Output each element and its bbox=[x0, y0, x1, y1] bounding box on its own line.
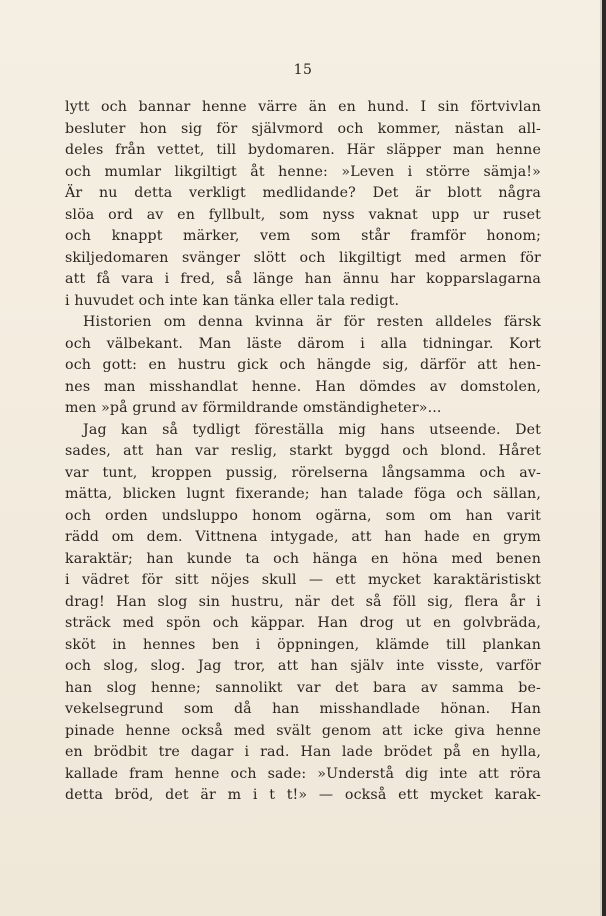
text-line: pinade henne också med svält genom att icke giva henne bbox=[65, 722, 541, 739]
text-line: men »på grund av förmildrande omständigheter»... bbox=[65, 400, 442, 416]
page-edge-shadow bbox=[602, 0, 606, 916]
text-line: nes man misshandlat henne. Han dömdes av domstolen, bbox=[65, 378, 541, 395]
text-line: han slog henne; sannolikt var det bara av samma be- bbox=[65, 679, 541, 696]
body-text bbox=[65, 97, 541, 807]
page-number: 15 bbox=[293, 62, 313, 78]
text-line: rädd om dem. Vittnena intygade, att han hade en grym bbox=[65, 529, 541, 545]
text-line: sades, att han var reslig, starkt byggd och blond. Håret bbox=[65, 443, 541, 459]
text-line: deles från vettet, till bydomaren. Här släpper man henne bbox=[65, 142, 541, 158]
text-line: Är nu detta verkligt medlidande? Det är blott några bbox=[65, 185, 541, 201]
text-line: att få vara i fred, så länge han ännu har kopparslagarna bbox=[65, 271, 541, 287]
text-line: i vädret för sitt nöjes skull — ett mycket karaktäristiskt bbox=[65, 572, 541, 588]
text-line: drag! Han slog sin hustru, när det så föll sig, flera år i bbox=[65, 593, 541, 610]
text-line: och mumlar likgiltigt åt henne: »Leven i större sämja!» bbox=[65, 163, 541, 180]
text-line: slöa ord av en fyllbult, som nyss vaknat upp ur ruset bbox=[65, 206, 541, 223]
text-line: lytt och bannar henne värre än en hund. I sin förtvivlan bbox=[65, 99, 541, 115]
text-line: och slog, slog. Jag tror, att han själv inte visste, varför bbox=[65, 658, 541, 674]
text-line: vekelsegrund som då han misshandlade hönan. Han bbox=[65, 701, 541, 717]
text-line: besluter hon sig för självmord och kommer, nästan all- bbox=[65, 120, 541, 137]
text-line: och välbekant. Man läste därom i alla tidningar. Kort bbox=[65, 335, 541, 352]
text-line: och gott: en hustru gick och hängde sig, därför att hen- bbox=[65, 357, 541, 373]
text-line: i huvudet och inte kan tänka eller tala redigt. bbox=[65, 292, 400, 309]
text-line: sträck med spön och käppar. Han drog ut en golvbräda, bbox=[65, 615, 541, 631]
text-line: detta bröd, det är m i t t!» — också ett mycket karak- bbox=[65, 787, 541, 803]
text-line: och knappt märker, vem som står framför honom; bbox=[65, 228, 541, 244]
text-line: mätta, blicken lugnt fixerande; han talade föga och sällan, bbox=[65, 486, 541, 502]
text-line: karaktär; han kunde ta och hänga en höna med benen bbox=[65, 550, 541, 567]
text-line: och orden undsluppo honom ogärna, som om han varit bbox=[65, 507, 541, 524]
text-line: skiljedomaren svänger slött och likgiltigt med armen för bbox=[65, 249, 541, 266]
text-line: kallade fram henne och sade: »Understå dig inte att röra bbox=[65, 765, 541, 782]
text-line: en brödbit tre dagar i rad. Han lade brödet på en hylla, bbox=[65, 744, 541, 760]
text-line: Historien om denna kvinna är för resten alldeles färsk bbox=[83, 314, 541, 330]
text-line: Jag kan så tydligt föreställa mig hans utseende. Det bbox=[83, 421, 541, 438]
text-line: var tunt, kroppen pussig, rörelserna långsamma och av- bbox=[65, 464, 541, 481]
text-line: sköt in hennes ben i öppningen, klämde till plankan bbox=[65, 636, 541, 653]
